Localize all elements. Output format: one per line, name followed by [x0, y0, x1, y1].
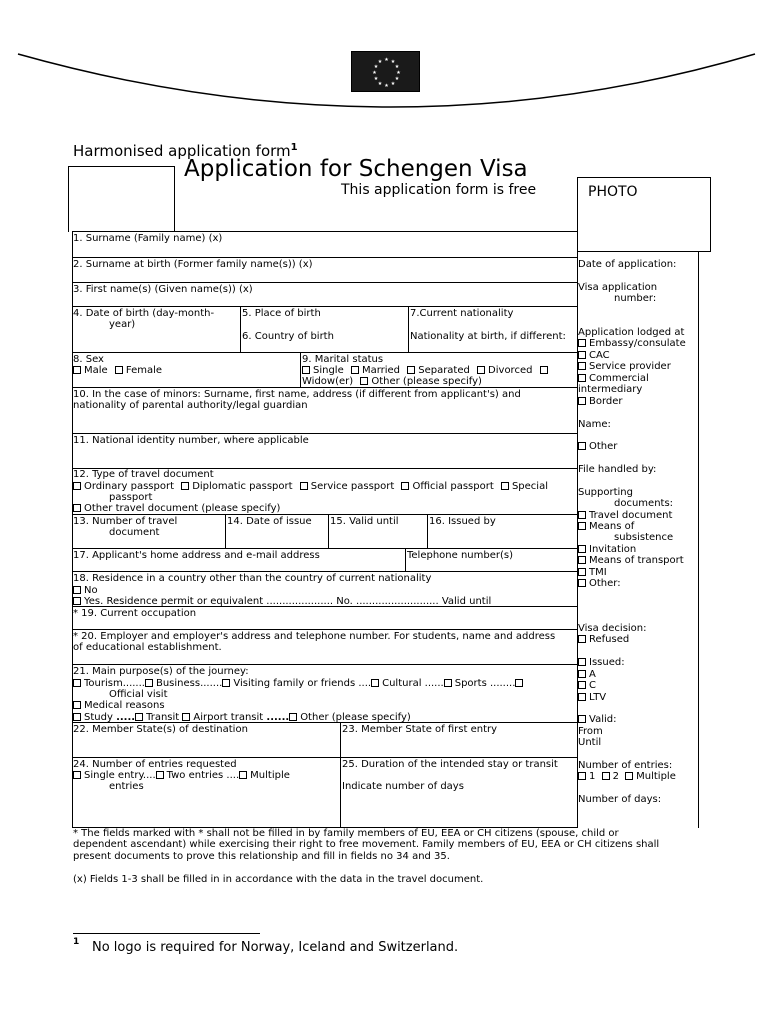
- svg-text:★: ★: [372, 70, 377, 76]
- refused-checkbox[interactable]: [578, 635, 586, 643]
- official-name: Name:: [578, 419, 611, 430]
- form-label: Harmonised application form$^1$: [73, 142, 298, 160]
- field-4-label-cont: year): [109, 319, 136, 330]
- travel-document-checkbox[interactable]: [578, 511, 586, 519]
- row-divider: [72, 757, 578, 758]
- page-title: Application for Schengen Visa: [184, 156, 528, 182]
- tmi-checkbox[interactable]: [578, 568, 586, 576]
- row-divider: [72, 352, 578, 353]
- date-of-application: Date of application:: [578, 259, 677, 270]
- application-lodged-at: Application lodged at: [578, 327, 685, 338]
- svg-text:★: ★: [377, 59, 383, 65]
- lodged-other: Other: [578, 441, 617, 453]
- female-checkbox[interactable]: [115, 366, 123, 374]
- issued-checkbox[interactable]: [578, 658, 586, 666]
- col-divider: [300, 352, 301, 387]
- decision-refused: Refused: [578, 634, 629, 646]
- file-handled-by: File handled by:: [578, 464, 657, 475]
- means-transport-checkbox[interactable]: [578, 556, 586, 564]
- svg-text:★: ★: [394, 76, 400, 82]
- cac-checkbox[interactable]: [578, 351, 586, 359]
- doc-subsistence: subsistence: [614, 532, 674, 543]
- field-8-label: 8. Sex: [73, 354, 104, 365]
- note-line: * The fields marked with * shall not be filled in by family members of EU, EEA or CH citizens (spouse, child or: [73, 828, 619, 839]
- issued-c: C: [578, 680, 596, 692]
- marital-options-2: Widow(er) Other (please specify): [302, 376, 482, 387]
- commercial-checkbox[interactable]: [578, 374, 586, 382]
- col-divider: [427, 514, 428, 548]
- decision-valid: Valid:: [578, 714, 616, 726]
- field-16-label: 16. Issued by: [429, 516, 496, 527]
- visa-application-number-cont: number:: [614, 293, 657, 304]
- travel-doc-options: Ordinary passport Diplomatic passport Service passport Official passport Special: [73, 481, 548, 493]
- border-checkbox[interactable]: [578, 397, 586, 405]
- doc-travel-document: Travel document: [578, 510, 672, 522]
- field-3-label: 3. First name(s) (Given name(s)) (x): [73, 284, 253, 295]
- field-2-label: 2. Surname at birth (Former family name(s)) (x): [73, 259, 313, 270]
- special-passport-checkbox[interactable]: [501, 482, 509, 490]
- entries-2-checkbox[interactable]: [602, 772, 610, 780]
- official-visit-label: Official visit: [109, 689, 168, 700]
- field-24-label: 24. Number of entries requested: [73, 759, 237, 770]
- entries-choice: 1 2 Multiple: [578, 771, 676, 783]
- business-checkbox[interactable]: [145, 679, 153, 687]
- cultural-checkbox[interactable]: [371, 679, 379, 687]
- field-21-label: 21. Main purpose(s) of the journey:: [73, 666, 249, 677]
- field-4-label: 4. Date of birth (day-month-: [73, 308, 215, 319]
- row-divider: [72, 282, 578, 283]
- svg-text:★: ★: [384, 57, 389, 63]
- row-divider: [72, 433, 578, 434]
- field-15-label: 15. Valid until: [330, 516, 399, 527]
- field-22-label: 22. Member State(s) of destination: [73, 724, 248, 735]
- doc-means-of: Means of: [578, 521, 634, 533]
- visa-application-number: Visa application: [578, 282, 658, 293]
- doc-other-checkbox[interactable]: [578, 579, 586, 587]
- field-6-label: 6. Country of birth: [242, 331, 334, 342]
- type-c-checkbox[interactable]: [578, 681, 586, 689]
- single-entry-checkbox[interactable]: [73, 771, 81, 779]
- lodged-embassy: Embassy/consulate: [578, 338, 686, 350]
- page-subtitle: This application form is free: [341, 182, 537, 198]
- supporting-documents-cont: documents:: [614, 498, 674, 509]
- entries-multiple-checkbox[interactable]: [625, 772, 633, 780]
- marital-options: Single Married Separated Divorced: [302, 365, 551, 377]
- field-25-hint: Indicate number of days: [342, 781, 464, 792]
- divorced-extra-checkbox[interactable]: [540, 366, 548, 374]
- lodged-commercial: Commercial: [578, 373, 649, 385]
- field-20-label: * 20. Employer and employer's address and telephone number. For students, name and address: [73, 631, 556, 642]
- residence-yes: Yes. Residence permit or equivalent ..................... No. .......................... Valid until: [73, 596, 491, 608]
- svg-text:★: ★: [394, 64, 400, 70]
- footnote-mark: 1: [290, 142, 298, 153]
- note-line: present documents to prove this relationship and fill in fields no 34 and 35.: [73, 851, 450, 862]
- field-11-label: 11. National identity number, where applicable: [73, 435, 309, 446]
- col-divider: [240, 306, 241, 352]
- service-provider-checkbox[interactable]: [578, 362, 586, 370]
- divorced-checkbox[interactable]: [477, 366, 485, 374]
- other-travel-doc: Other travel document (please specify): [73, 503, 280, 515]
- visa-decision: Visa decision:: [578, 623, 647, 634]
- valid-checkbox[interactable]: [578, 715, 586, 723]
- doc-other: Other:: [578, 578, 621, 590]
- field-19-label: * 19. Current occupation: [73, 608, 197, 619]
- male-checkbox[interactable]: [73, 366, 81, 374]
- entries-options: Single entry.... Two entries .... Multiple: [73, 770, 290, 782]
- airport-transit-checkbox[interactable]: [182, 713, 190, 721]
- type-ltv-checkbox[interactable]: [578, 693, 586, 701]
- number-of-entries: Number of entries:: [578, 760, 673, 771]
- footnote-number: 1: [73, 937, 80, 947]
- col-divider: [328, 514, 329, 548]
- valid-from: From: [578, 726, 603, 737]
- purpose-options: Tourism....... Business....... Visiting family or friends .... Cultural ...... Sports ........: [73, 678, 526, 690]
- sports-checkbox[interactable]: [444, 679, 452, 687]
- visiting-checkbox[interactable]: [222, 679, 230, 687]
- col-divider: [225, 514, 226, 548]
- tourism-checkbox[interactable]: [73, 679, 81, 687]
- svg-text:★: ★: [384, 83, 389, 89]
- separated-checkbox[interactable]: [407, 366, 415, 374]
- field-5-label: 5. Place of birth: [242, 308, 321, 319]
- supporting-documents: Supporting: [578, 487, 633, 498]
- svg-text:★: ★: [390, 59, 396, 65]
- residence-yes-checkbox[interactable]: [73, 597, 81, 605]
- field-23-label: 23. Member State of first entry: [342, 724, 498, 735]
- lodged-border: Border: [578, 396, 623, 408]
- svg-text:★: ★: [396, 70, 401, 76]
- field-9-label: 9. Marital status: [302, 354, 384, 365]
- field-1-label: 1. Surname (Family name) (x): [73, 233, 223, 244]
- note-line: dependent ascendant) while exercising their right to free movement. Family members of EU, EEA or CH citizens shall: [73, 839, 660, 850]
- diplomatic-passport-checkbox[interactable]: [181, 482, 189, 490]
- field-25-label: 25. Duration of the intended stay or transit: [342, 759, 558, 770]
- field-18-label: 18. Residence in a country other than the country of current nationality: [73, 573, 432, 584]
- row-divider: [72, 629, 578, 630]
- row-divider: [72, 571, 578, 572]
- field-14-label: 14. Date of issue: [227, 516, 312, 527]
- row-divider: [72, 306, 578, 307]
- svg-text:★: ★: [377, 81, 383, 87]
- col-divider: [405, 548, 406, 571]
- row-divider: [72, 664, 578, 665]
- official-visit-checkbox[interactable]: [515, 679, 523, 687]
- eu-flag-logo: [351, 51, 420, 92]
- entries-label-cont: entries: [109, 781, 144, 792]
- special-passport-cont: passport: [109, 492, 153, 503]
- lodged-cac: CAC: [578, 350, 610, 362]
- ordinary-passport-checkbox[interactable]: [73, 482, 81, 490]
- decision-issued: Issued:: [578, 657, 625, 669]
- doc-tmi: TMI: [578, 567, 607, 579]
- number-of-days: Number of days:: [578, 794, 662, 805]
- marital-other-checkbox[interactable]: [360, 377, 368, 385]
- stamp-box: [68, 166, 175, 232]
- doc-invitation: Invitation: [578, 544, 636, 556]
- lodged-service-provider: Service provider: [578, 361, 671, 373]
- photo-box: [577, 177, 711, 252]
- means-of-subsistence-checkbox[interactable]: [578, 522, 586, 530]
- field-7-label: 7.Current nationality: [410, 308, 514, 319]
- field-20-label-cont: of educational establishment.: [73, 642, 222, 653]
- lodged-other-checkbox[interactable]: [578, 442, 586, 450]
- svg-text:★: ★: [390, 81, 396, 87]
- field-10-label-cont: nationality of parental authority/legal guardian: [73, 400, 308, 411]
- lodged-intermediary: intermediary: [578, 384, 643, 395]
- issued-ltv: LTV: [578, 692, 606, 704]
- row-divider: [72, 548, 578, 549]
- invitation-checkbox[interactable]: [578, 545, 586, 553]
- row-divider: [72, 257, 578, 258]
- telephone-label: Telephone number(s): [407, 550, 514, 561]
- residence-no-checkbox[interactable]: [73, 586, 81, 594]
- transit-checkbox[interactable]: [135, 713, 143, 721]
- medical-option: Medical reasons: [73, 700, 165, 712]
- married-checkbox[interactable]: [351, 366, 359, 374]
- footnote-rule: [73, 933, 260, 934]
- entries-1-checkbox[interactable]: [578, 772, 586, 780]
- residence-no: No: [73, 585, 98, 597]
- field-12-label: 12. Type of travel document: [73, 469, 214, 480]
- col-divider: [340, 722, 341, 828]
- sex-options: Male Female: [73, 365, 162, 377]
- footnote-text: No logo is required for Norway, Iceland and Switzerland.: [92, 940, 459, 955]
- embassy-checkbox[interactable]: [578, 339, 586, 347]
- purpose-other-checkbox[interactable]: [289, 713, 297, 721]
- study-checkbox[interactable]: [73, 713, 81, 721]
- photo-label: PHOTO: [588, 184, 638, 200]
- medical-checkbox[interactable]: [73, 701, 81, 709]
- col-divider: [408, 306, 409, 352]
- multiple-entries-checkbox[interactable]: [239, 771, 247, 779]
- issued-a: A: [578, 669, 596, 681]
- valid-until: Until: [578, 737, 602, 748]
- field-17-label: 17. Applicant's home address and e-mail address: [73, 550, 320, 561]
- field-7b-label: Nationality at birth, if different:: [410, 331, 566, 342]
- other-travel-doc-checkbox[interactable]: [73, 504, 81, 512]
- svg-text:★: ★: [373, 76, 379, 82]
- doc-means-transport: Means of transport: [578, 555, 684, 567]
- note-fields-1-3: (x) Fields 1-3 shall be filled in in accordance with the data in the travel document.: [73, 874, 484, 885]
- field-10-label: 10. In the case of minors: Surname, first name, address (if different from applicant's) and: [73, 389, 521, 400]
- type-a-checkbox[interactable]: [578, 670, 586, 678]
- field-13-label: 13. Number of travel: [73, 516, 178, 527]
- field-13-label-cont: document: [109, 527, 160, 538]
- official-passport-checkbox[interactable]: [401, 482, 409, 490]
- purpose-options-2: Study ..... Transit Airport transit ...... Other (please specify): [73, 712, 411, 724]
- two-entries-checkbox[interactable]: [156, 771, 164, 779]
- svg-text:★: ★: [373, 64, 379, 70]
- service-passport-checkbox[interactable]: [300, 482, 308, 490]
- single-checkbox[interactable]: [302, 366, 310, 374]
